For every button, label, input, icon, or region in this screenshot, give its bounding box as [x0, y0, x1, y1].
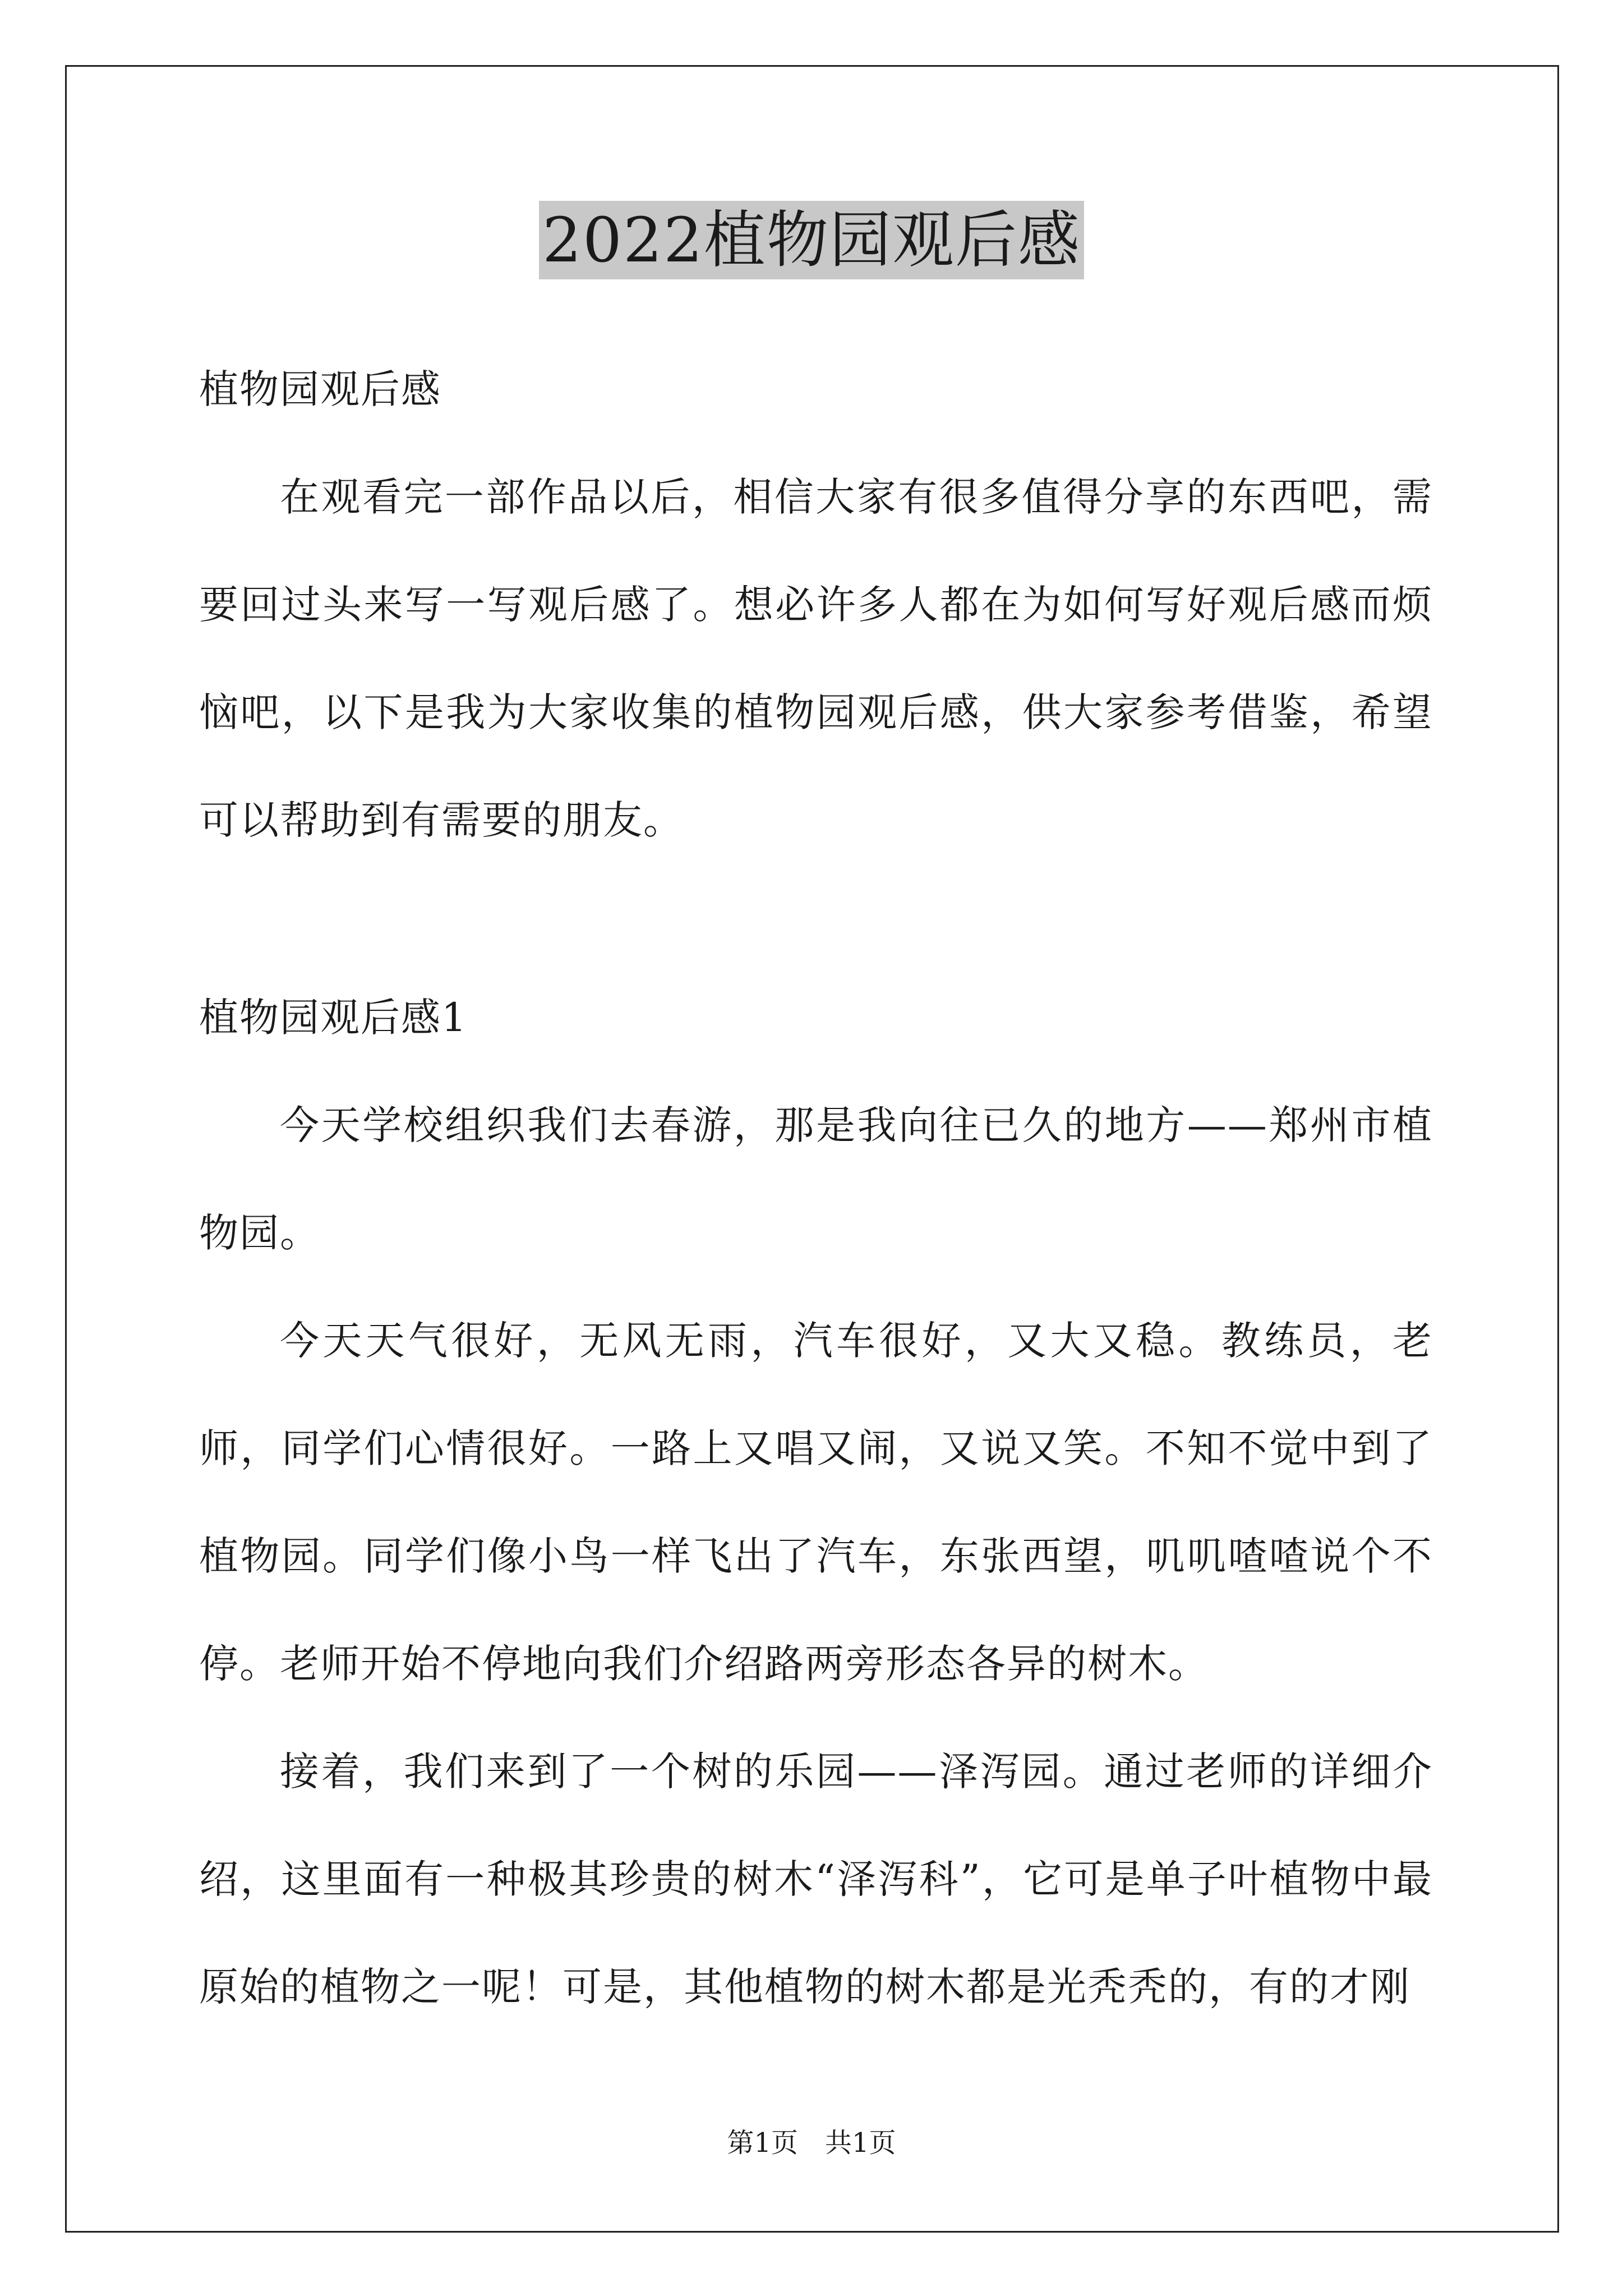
document-title: 2022植物园观后感	[539, 201, 1084, 279]
section-heading-intro: 植物园观后感	[199, 366, 441, 412]
section-heading-1: 植物园观后感1	[199, 995, 468, 1041]
paragraph-2: 今天天气很好，无风无雨，汽车很好，又大又稳。教练员，老师，同学们心情很好。一路上又唱又闹，又说又笑。不知不觉中到了植物园。同学们像小鸟一样飞出了汽车，东张西望，叽叽喳喳说个不停。老师开始不停地向我们介绍路两旁形态各异的树木。	[199, 1318, 1433, 1687]
intro-paragraph: 在观看完一部作品以后，相信大家有很多值得分享的东西吧，需要回过头来写一写观后感了。想必许多人都在为如何写好观后感而烦恼吧，以下是我为大家收集的植物园观后感，供大家参考借鉴，希望可以帮助到有需要的朋友。	[199, 474, 1433, 843]
paragraph-3: 接着，我们来到了一个树的乐园——泽泻园。通过老师的详细介绍，这里面有一种极其珍贵的树木“泽泻科”，它可是单子叶植物中最原始的植物之一呢！可是，其他植物的树木都是光秃秃的，有的才刚	[199, 1749, 1433, 2010]
title-container	[0, 201, 1623, 279]
paragraph-1: 今天学校组织我们去春游，那是我向往已久的地方——郑州市植物园。	[199, 1102, 1433, 1256]
page-number-footer: 第1页 共1页	[727, 2127, 896, 2159]
